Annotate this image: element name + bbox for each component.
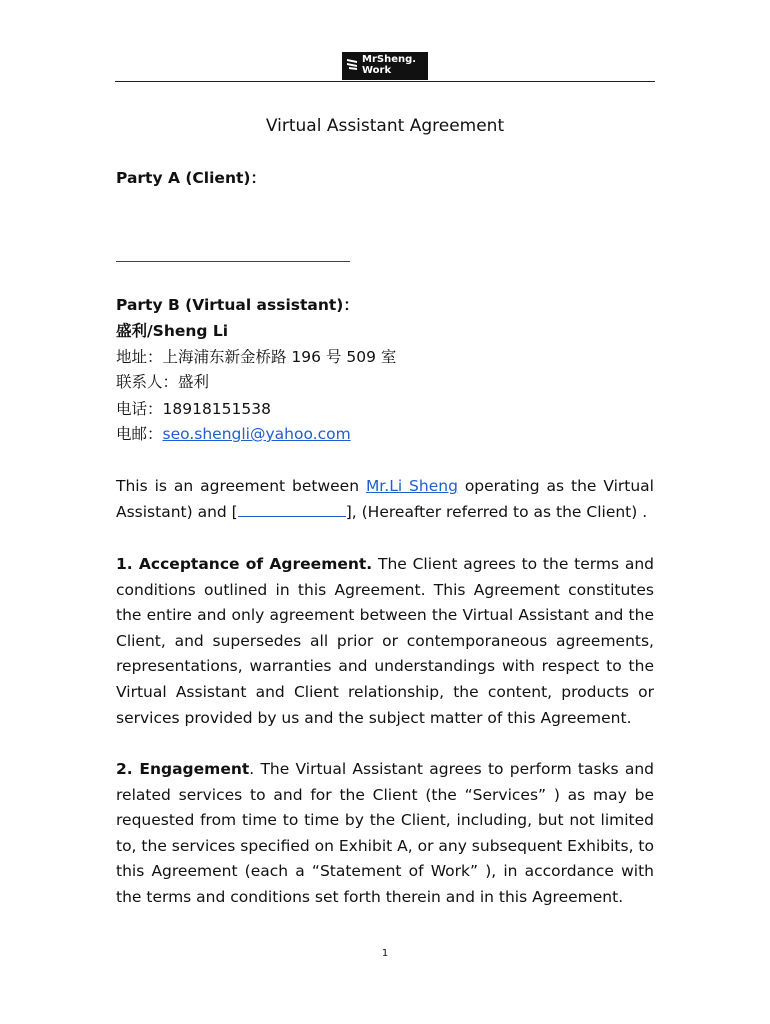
logo-line1: MrSheng. xyxy=(362,54,417,65)
section-2-heading: 2. Engagement xyxy=(116,760,250,778)
intro-pre: This is an agreement between xyxy=(116,477,366,495)
section-1-heading: 1. Acceptance of Agreement. xyxy=(116,555,373,573)
email-label: 电邮： xyxy=(116,425,163,443)
party-b-address: 地址：上海浦东新金桥路 196 号 509 室 xyxy=(116,348,397,366)
party-b-phone: 电话：18918151538 xyxy=(116,400,271,418)
party-a-signature-line xyxy=(116,261,350,262)
intro-paragraph xyxy=(116,474,654,525)
document-title: Virtual Assistant Agreement xyxy=(265,116,505,136)
section-2-body: . The Virtual Assistant agrees to perform tasks and related services to and for the Client (the “Services” ) as may be requested from time to time by the Client, including, but not limited to, the services specified on Exhibit A, or any subsequent Exhibits, to this Agreement (each a “Statement of Work” ), in accordance with the terms and conditions set forth therein and in this Agreement. xyxy=(116,760,654,906)
logo-mark-icon xyxy=(346,57,359,71)
section-2-paragraph xyxy=(116,757,654,911)
party-a-label: Party A (Client)： xyxy=(116,169,266,187)
intro-mid: operating as the Virtual Assistant) and [ xyxy=(116,477,654,521)
section-1-body: The Client agrees to the terms and conditions outlined in this Agreement. This Agreement constitutes the entire and only agreement between the Virtual Assistant and the Client, and supersedes all prior or contemporaneous agreements, representations, warranties and understandings with respect to the Virtual Assistant and Client relationship, the content, products or services provided by us and the subject matter of this Agreement. xyxy=(116,555,654,727)
section-1-paragraph xyxy=(116,552,654,731)
party-b-name: 盛利/Sheng Li xyxy=(116,322,229,340)
mrsheng-logo xyxy=(342,52,428,80)
logo-line2: Work xyxy=(362,65,392,76)
page-number: 1 xyxy=(381,948,389,959)
party-b-email-row xyxy=(116,422,654,446)
header-rule xyxy=(115,81,655,82)
email-link[interactable]: seo.shengli@yahoo.com xyxy=(162,425,351,443)
mr-li-sheng-link[interactable]: Mr.Li Sheng xyxy=(365,477,458,495)
client-name-blank[interactable] xyxy=(238,502,346,517)
party-b-label: Party B (Virtual assistant)： xyxy=(116,296,359,314)
party-b-contact: 联系人：盛利 xyxy=(116,373,210,391)
intro-post: ], (Hereafter referred to as the Client) . xyxy=(345,502,648,521)
